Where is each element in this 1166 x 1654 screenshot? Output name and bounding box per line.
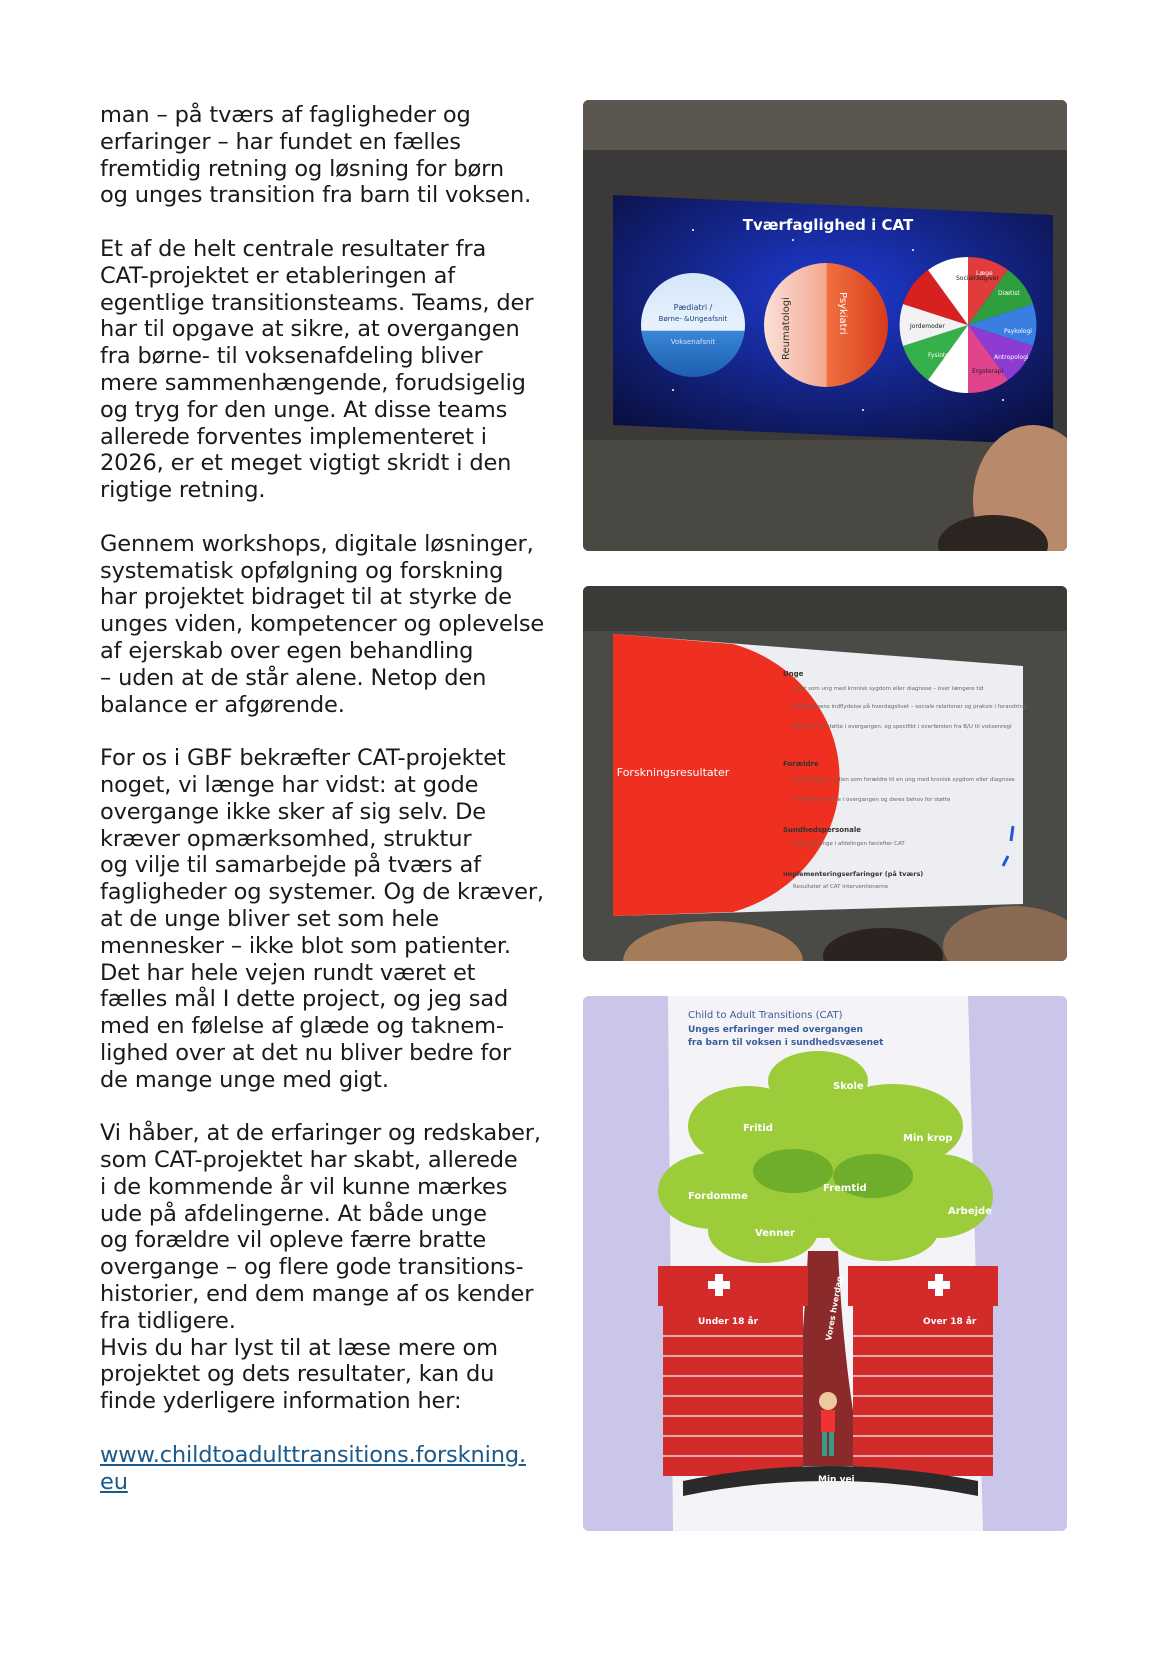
section-head-1: Forældre: [783, 760, 819, 768]
paragraph-3: Gennem workshops, digitale løsninger, systematisk opfølgning og forskning har projektet bidraget til at styrke de unges viden, kompetencer og oplevelse af ejerskab over egen behandling – uden at de står alene. Netop den balance er afgørende.: [100, 530, 545, 718]
wheel-label-5: Ergoterapi: [972, 368, 1004, 375]
tree-word-3: Fremtid: [823, 1183, 867, 1194]
wheel-label-4: Fysioterapi: [928, 352, 961, 359]
house-left-label: Under 18 år: [698, 1317, 759, 1327]
tree-word-1: Fritid: [743, 1123, 773, 1134]
tree-word-6: Venner: [755, 1228, 795, 1239]
circle1-bottom: Voksenafsnit: [670, 338, 716, 346]
section-2-bullet-0: Fokus på unge i afdelingen fan/efter CAT: [793, 841, 905, 847]
tree-word-2: Min krop: [903, 1133, 953, 1144]
slide-circle-label: Forskningsresultater: [616, 766, 730, 779]
section-3-bullet-0: Resultater af CAT interventionerne: [793, 884, 889, 890]
trunk-label: Vores hverdag: [824, 1275, 845, 1342]
wheel-label-7: Antropologi: [994, 354, 1029, 361]
tree-word-0: Skole: [833, 1081, 864, 1092]
paragraph-2: Et af de helt centrale resultater fra CAT-projektet er etableringen af egentlige transitionsteams. Teams, der har til opgave at sikre, at overgangen fra børne- til voksenafdeling bliver mere sammenhængende, forudsigelig og tryg for den unge. At disse teams allerede forventes implementeret i 2026, er et meget vigtigt skridt i den rigtige retning.: [100, 235, 534, 504]
section-head-2: Sundhedspersonale: [783, 826, 861, 834]
photo-interdisciplinary-slide: [583, 100, 1067, 551]
section-head-3: Implementeringserfaringer (på tværs): [783, 870, 924, 878]
tree-word-5: Arbejde: [948, 1206, 992, 1217]
section-0-bullet-0: Livet som ung med kronisk sygdom eller diagnose – over længere tid: [793, 686, 984, 692]
path-label: Min vej: [818, 1475, 855, 1485]
circle1-top: Pædiatri /: [673, 303, 713, 312]
section-0-bullet-2: Behovet for støtte i overgangen, og specifikt i overførslen fra B/U til voksenregi: [793, 724, 1012, 730]
poster-subtitle-1: Unges erfaringer med overgangen: [688, 1025, 863, 1035]
project-link[interactable]: www.childtoadulttransitions.forskning. eu: [100, 1441, 526, 1495]
poster-title: Child to Adult Transitions (CAT): [688, 1010, 843, 1021]
wheel-label-0: Socialrådgiver: [956, 275, 999, 282]
section-1-bullet-0: Forandringer i rollen som forældre til en ung med kronisk sygdom eller diagnose: [793, 777, 1015, 783]
wheel-label-6: Psykologi: [1004, 328, 1032, 335]
tree-word-4: Fordomme: [688, 1191, 748, 1202]
circle2-left: Reumatologi: [781, 297, 792, 360]
slide-title: Tværfaglighed i CAT: [742, 216, 914, 234]
photo-research-results-slide: [583, 586, 1067, 961]
wheel-label-1: Læge: [976, 270, 993, 277]
poster-subtitle-2: fra barn til voksen i sundhedsvæsenet: [688, 1038, 884, 1048]
house-right-label: Over 18 år: [923, 1317, 977, 1327]
paragraph-1: man – på tværs af fagligheder og erfaringer – har fundet en fælles fremtidig retning og løsning for børn og unges transition fra barn til voksen.: [100, 102, 532, 209]
section-head-0: Unge: [783, 670, 804, 678]
photo-cat-poster: [583, 996, 1067, 1531]
paragraph-5: Vi håber, at de erfaringer og redskaber, som CAT-projektet har skabt, allerede i de kommende år vil kunne mærkes ude på afdelingerne. At både unge og forældre vil opleve færre bratte overgange – og flere gode transitions- historier, end dem mange af os kender fra tidligere. Hvis du har lyst til at læse mere om projektet og dets resultater, kan du finde yderligere information her:: [100, 1120, 541, 1415]
section-1-bullet-1: Forældrenes rolle i overgangen og deres behov for støtte: [793, 797, 951, 803]
section-0-bullet-1: Overgangens indflydelse på hverdagslivet – sociale relationer og praksis i forandring: [793, 704, 1027, 710]
wheel-label-3: Jordemoder: [910, 323, 945, 330]
circle2-right: Psykiatri: [837, 292, 848, 335]
circle1-mid: Børne- &Ungeafsnit: [658, 315, 728, 323]
wheel-label-2: Diætist: [998, 290, 1020, 297]
paragraph-4: For os i GBF bekræfter CAT-projektet noget, vi længe har vidst: at gode overgange ikke sker af sig selv. De kræver opmærksomhed, struktur og vilje til samarbejde på tværs af fagligheder og systemer. Og de kræver, at de unge bliver set som hele mennesker – ikke blot som patienter. Det har hele vejen rundt været et fælles mål I dette project, og jeg sad med en følelse af glæde og taknem- lighed over at det nu bliver bedre for de mange unge med gigt.: [100, 745, 544, 1093]
article-text: [100, 102, 550, 1495]
